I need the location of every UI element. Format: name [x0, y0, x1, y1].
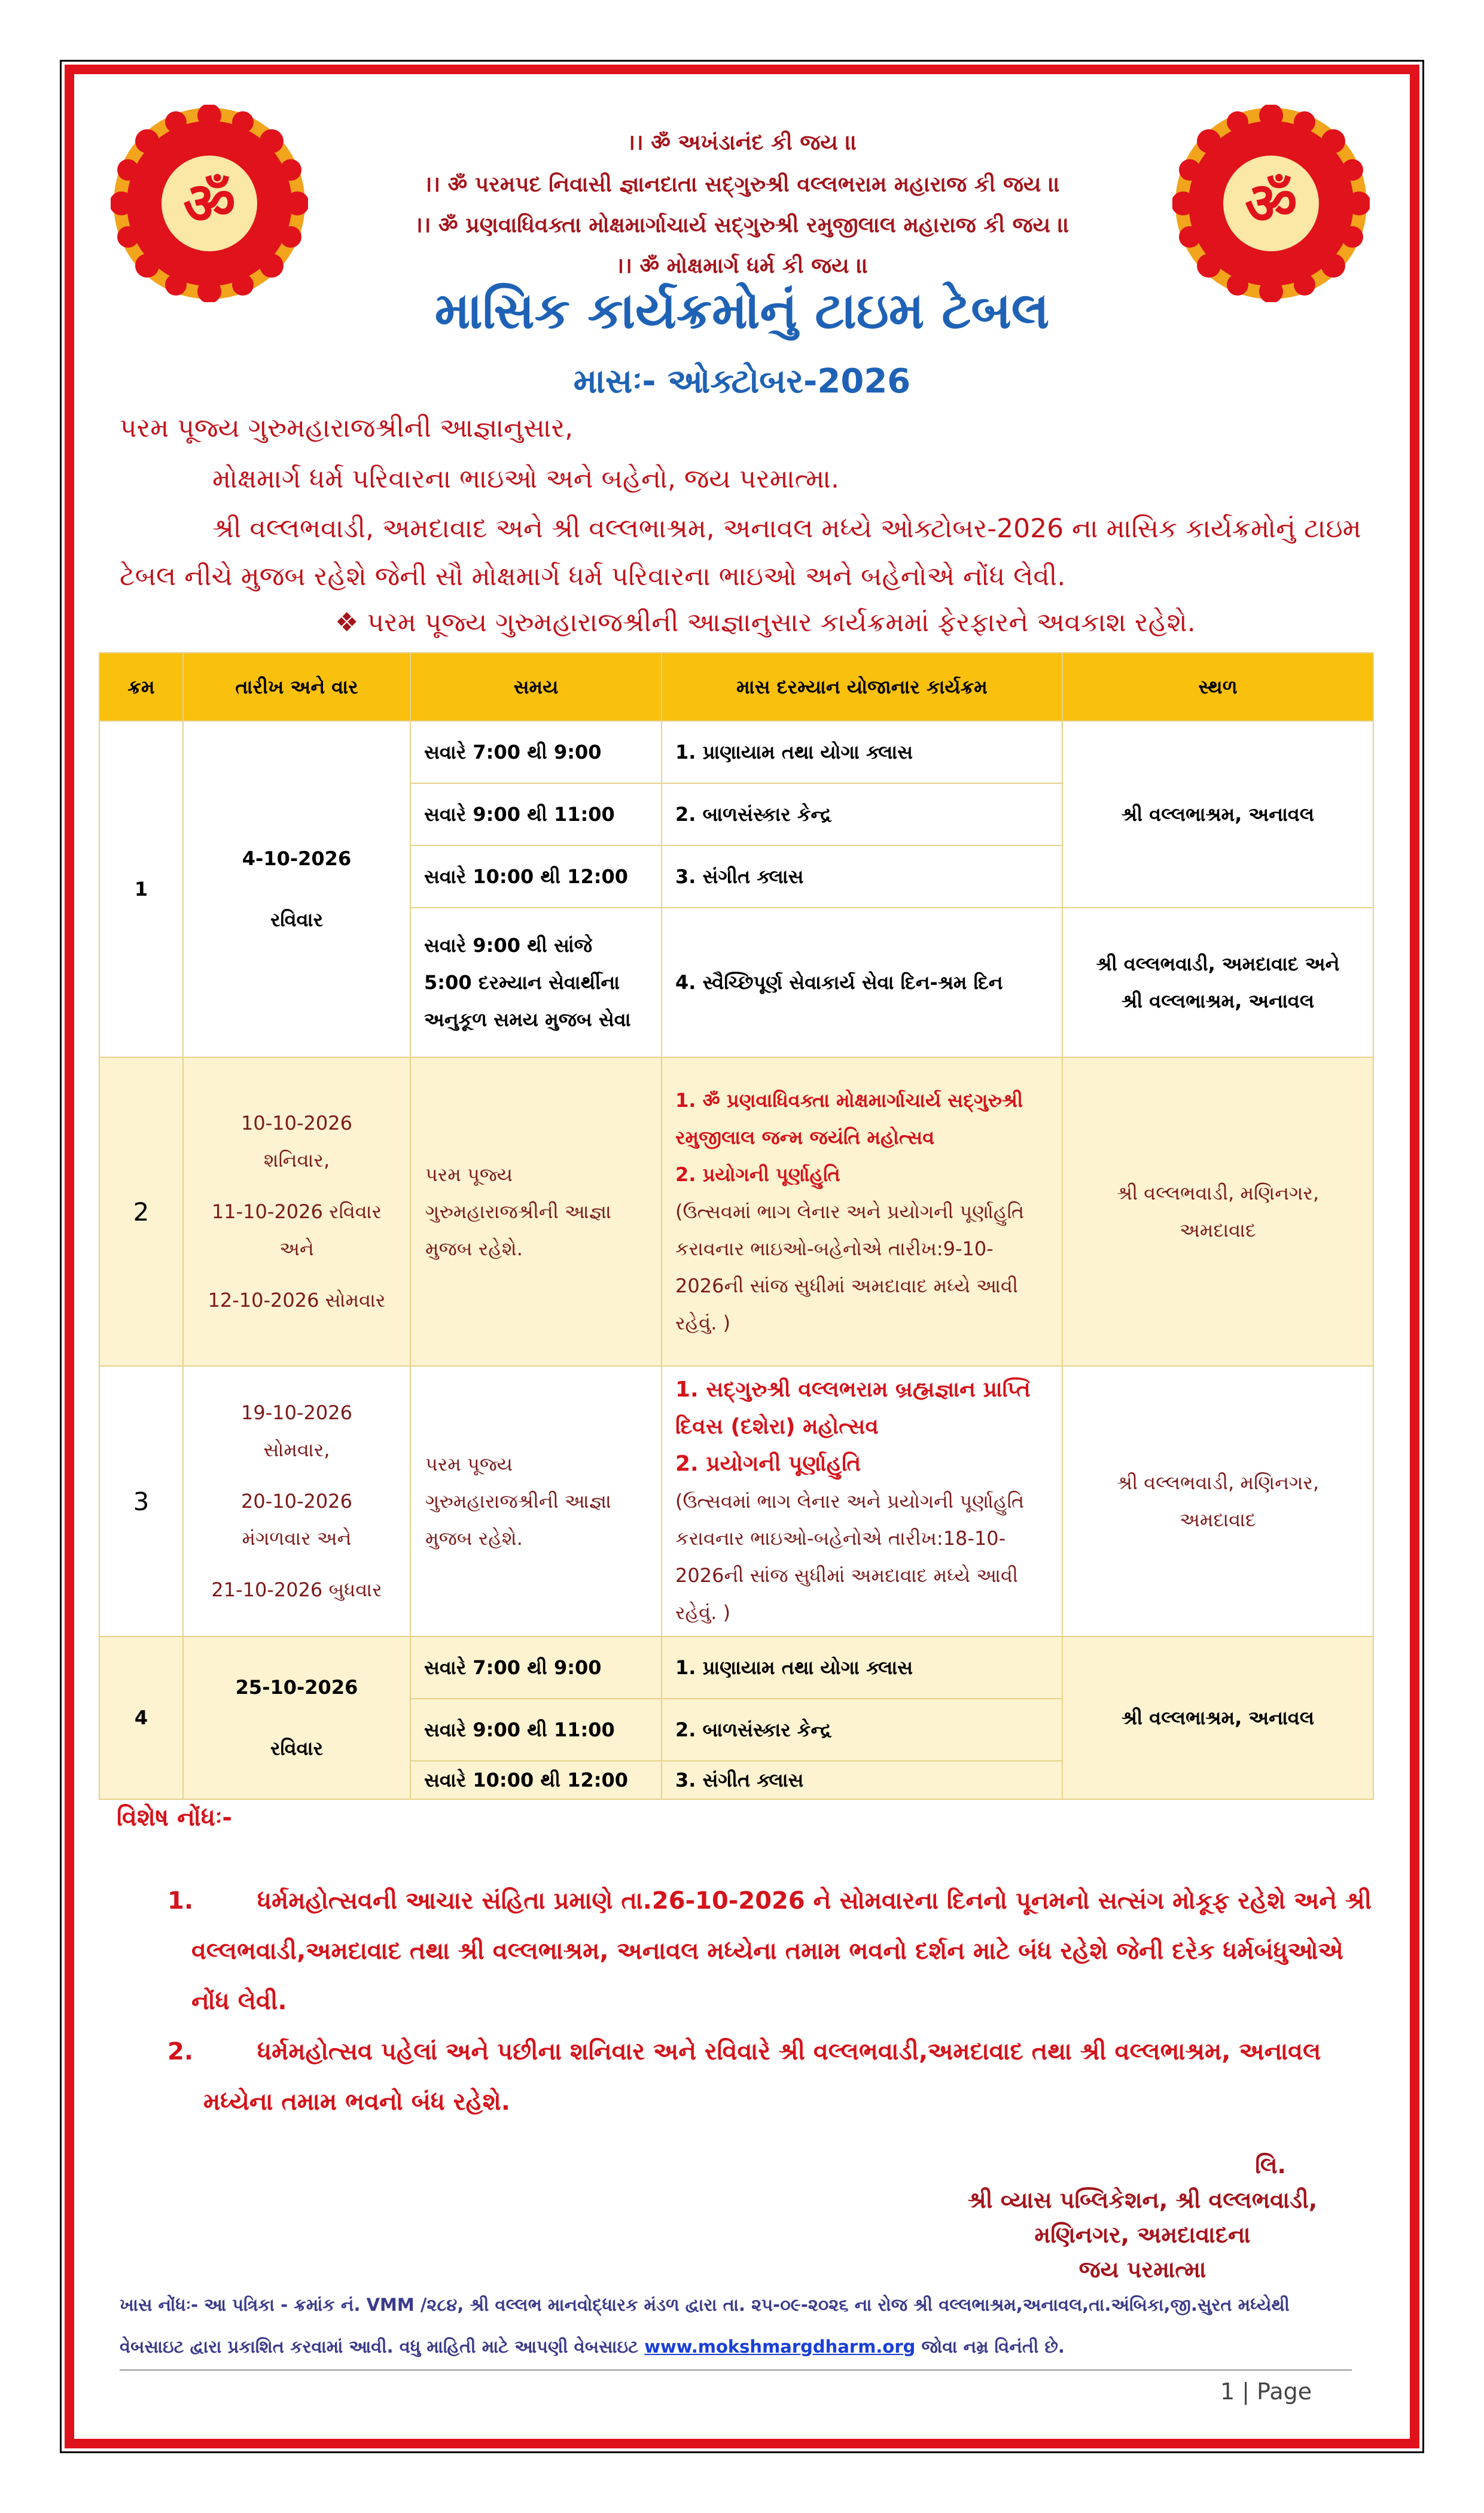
row-number: 1	[99, 721, 183, 1057]
signature-block	[933, 2148, 1352, 2287]
date-line: સોમવાર,	[263, 1438, 330, 1461]
footer-text: વેબસાઇટ દ્વારા પ્રકાશિત કરવામાં આવી. વધુ માહિતી માટે આપણી વેબસાઇટ	[120, 2336, 645, 2357]
signature-line: મણિનગર, અમદાવાદના	[1034, 2222, 1251, 2248]
date-line: અને	[279, 1237, 314, 1260]
time-cell: પરમ પૂજ્ય ગુરુમહારાજશ્રીની આજ્ઞા મુજબ રહેશે.	[410, 1366, 662, 1636]
footer-note-line-2	[120, 2336, 1376, 2357]
program-note: (ઉત્સવમાં ભાગ લેનાર અને પ્રયોગની પૂર્ણાહુતિ કરાવનાર ભાઇઓ-બહેનોએ તારીખ:9-10-2026ની સાંજ સુધીમાં અમદાવાદ મધ્યે આવી રહેવું. )	[675, 1200, 1025, 1334]
note-2-line-2: મધ્યેના તમામ ભવનો બંધ રહેશે.	[203, 2088, 510, 2116]
signature-line: લિ.	[1255, 2152, 1286, 2179]
note-1-line-1: ધર્મમહોત્સવની આચાર સંહિતા પ્રમાણે તા.26-10-2026 ને સોમવારના દિનનો પૂનમનો સત્સંગ મોકૂફ રહેશે અને શ્રી	[257, 1887, 1372, 1915]
intro-note-text: પરમ પૂજ્ય ગુરુમહારાજશ્રીની આજ્ઞાનુસાર કાર્યક્રમમાં ફેરફારને અવકાશ રહેશે.	[367, 607, 1196, 638]
footer-text: જોવા નમ્ર વિનંતી છે.	[915, 2336, 1065, 2357]
row-date	[183, 721, 410, 1057]
time-cell	[410, 908, 662, 1057]
program-event: 1. સદ્‌ગુરુશ્રી વલ્લભરામ બ્રહ્મજ્ઞાન પ્રાપ્તિ દિવસ (દશેરા) મહોત્સવ	[675, 1377, 1031, 1439]
program-cell: 3. સંગીત ક્લાસ	[662, 845, 1062, 908]
note-number: 2.	[167, 2038, 194, 2065]
note-2-line-1: ધર્મમહોત્સવ પહેલાં અને પછીના શનિવાર અને રવિવારે શ્રી વલ્લભવાડી,અમદાવાદ તથા શ્રી વલ્લભાશ્રમ, અનાવલ	[257, 2038, 1321, 2065]
date-line: શનિવાર,	[263, 1149, 330, 1172]
page-number: 1 | Page	[1220, 2378, 1312, 2405]
time-line: 5:00 દરમ્યાન સેવાર્થીના	[424, 971, 620, 994]
jay-line-1: ।। ॐ અખંડાનંદ કી જય ।।	[627, 130, 857, 155]
place-cell: શ્રી વલ્લભાશ્રમ, અનાવલ	[1062, 721, 1373, 908]
date-line: 11-10-2026 રવિવાર	[211, 1200, 382, 1223]
row-date	[183, 1636, 410, 1799]
signature-line: જય પરમાત્મા	[1078, 2256, 1206, 2283]
program-event: 2. પ્રયોગની પૂર્ણાહુતિ	[675, 1452, 861, 1476]
table-header-row	[99, 653, 1373, 721]
program-cell: 2. બાળસંસ્કાર કેન્દ્ર	[662, 783, 1062, 845]
jay-line-3: ।। ॐ પ્રણવાધિવક્તા મોક્ષમાર્ગાચાર્ય સદ્‌ગુરુશ્રી રમુજીલાલ મહારાજ કી જય ।।	[415, 213, 1069, 238]
program-cell	[662, 1366, 1062, 1636]
program-cell: 1. પ્રાણાયામ તથા યોગા ક્લાસ	[662, 721, 1062, 783]
bullet-icon: ❖	[335, 607, 359, 638]
place-cell	[1062, 908, 1373, 1057]
date-line: 12-10-2026 સોમવાર	[208, 1289, 386, 1312]
row-number: 2	[99, 1057, 183, 1366]
time-line: સવારે 9:00 થી સાંજે	[424, 934, 592, 957]
time-line: અનુકૂળ સમય મુજબ સેવા	[424, 1008, 631, 1031]
time-cell: સવારે 9:00 થી 11:00	[410, 1699, 662, 1761]
page-title: માસિક કાર્યક્રમોનું ટાઇમ ટેબલ	[434, 281, 1050, 340]
date-line: 20-10-2026	[241, 1490, 352, 1513]
time-cell: સવારે 9:00 થી 11:00	[410, 783, 662, 845]
program-cell: 1. પ્રાણાયામ તથા યોગા ક્લાસ	[662, 1636, 1062, 1699]
place-line: શ્રી વલ્લભાશ્રમ, અનાવલ	[1121, 990, 1315, 1012]
place-cell: શ્રી વલ્લભવાડી, મણિનગર, અમદાવાદ	[1062, 1366, 1373, 1636]
header-time: સમય	[410, 653, 662, 721]
signature-line: શ્રી વ્યાસ પબ્લિકેશન, શ્રી વલ્લભવાડી,	[967, 2187, 1318, 2213]
note-number: 1.	[167, 1887, 194, 1915]
time-cell: સવારે 10:00 થી 12:00	[410, 1761, 662, 1799]
time-cell: સવારે 10:00 થી 12:00	[410, 845, 662, 908]
note-1-line-2: વલ્લભવાડી,અમદાવાદ તથા શ્રી વલ્લભાશ્રમ, અનાવલ મધ્યેના તમામ ભવનો દર્શન માટે બંધ રહેશે જેની દરેક ધર્મબંધુઓએ	[191, 1937, 1343, 1965]
date-text: 4-10-2026	[242, 847, 352, 870]
date-line: 19-10-2026	[241, 1401, 352, 1424]
row-number: 3	[99, 1366, 183, 1636]
table-row	[99, 721, 1373, 783]
header-place: સ્થળ	[1062, 653, 1373, 721]
date-line: મંગળવાર અને	[242, 1527, 352, 1550]
day-text: રવિવાર	[270, 1737, 324, 1760]
footer-note-line-1: ખાસ નોંધઃ- આ પત્રિકા - ક્રમાંક નં. VMM /૨૮૪, શ્રી વલ્લભ માનવોદ્ધારક મંડળ દ્વારા તા. ૨૫-૦૯-૨૦૨૬ ના રોજ શ્રી વલ્લભાશ્રમ,અનાવલ,તા.અંબિકા,જી.સુરત મધ્યેથી	[120, 2295, 1290, 2315]
day-text: રવિવાર	[270, 908, 324, 931]
row-date	[183, 1057, 410, 1366]
table-row	[99, 1636, 1373, 1699]
date-line: 10-10-2026	[241, 1112, 352, 1134]
table-row	[99, 1057, 1373, 1366]
program-cell: 4. સ્વૈચ્છિપૂર્ણ સેવાકાર્ય સેવા દિન-શ્રમ દિન	[662, 908, 1062, 1057]
program-cell: 2. બાળસંસ્કાર કેન્દ્ર	[662, 1699, 1062, 1761]
header-program: માસ દરમ્યાન યોજાનાર કાર્યક્રમ	[662, 653, 1062, 721]
header-date-day: તારીખ અને વાર	[183, 653, 410, 721]
row-number: 4	[99, 1636, 183, 1799]
website-link[interactable]: www.mokshmargdharm.org	[644, 2336, 916, 2357]
table-row	[99, 1366, 1373, 1636]
svg-text:ॐ: ॐ	[1245, 170, 1297, 237]
jay-line-2: ।। ॐ પરમપદ નિવાસી જ્ઞાનદાતા સદ્‌ગુરુશ્રી વલ્લભરામ મહારાજ કી જય ।।	[423, 172, 1061, 197]
intro-body-line-2: ટેબલ નીચે મુજબ રહેશે જેની સૌ મોક્ષમાર્ગ ધર્મ પરિવારના ભાઇઓ અને બહેનોએ નોંધ લેવી.	[120, 561, 1066, 592]
intro-greeting: મોક્ષમાર્ગ ધર્મ પરિવારના ભાઇઓ અને બહેનો, જય પરમાત્મા.	[212, 464, 839, 494]
program-event: 1. ॐ પ્રણવાધિવક્તા મોક્ષમાર્ગાચાર્ય સદ્‌ગુરુશ્રી રમુજીલાલ જન્મ જયંતિ મહોત્સવ	[675, 1089, 1023, 1149]
month-heading: માસઃ- ઓક્ટોબર-2026	[573, 362, 911, 401]
row-date	[183, 1366, 410, 1636]
intro-salutation: પરમ પૂજ્ય ગુરુમહારાજશ્રીની આજ્ઞાનુસાર,	[120, 413, 574, 443]
time-cell: સવારે 7:00 થી 9:00	[410, 721, 662, 783]
footer-divider	[120, 2369, 1352, 2371]
date-line: 21-10-2026 બુધવાર	[211, 1578, 382, 1601]
jay-line-4: ।। ॐ મોક્ષમાર્ગ ધર્મ કી જય ।।	[615, 254, 869, 278]
note-1-line-3: નોંધ લેવી.	[191, 1988, 287, 2015]
time-cell: પરમ પૂજ્ય ગુરુમહારાજશ્રીની આજ્ઞા મુજબ રહેશે.	[410, 1057, 662, 1366]
program-cell	[662, 1057, 1062, 1366]
place-cell: શ્રી વલ્લભાશ્રમ, અનાવલ	[1062, 1636, 1373, 1799]
intro-note	[335, 607, 1196, 638]
svg-text:ॐ: ॐ	[183, 170, 236, 237]
program-event: 2. પ્રયોગની પૂર્ણાહુતિ	[675, 1163, 840, 1186]
program-note: (ઉત્સવમાં ભાગ લેનાર અને પ્રયોગની પૂર્ણાહુતિ કરાવનાર ભાઇઓ-બહેનોએ તારીખ:18-10-2026ની સાંજ સુધીમાં અમદાવાદ મધ્યે આવી રહેવું. )	[675, 1490, 1025, 1624]
date-text: 25-10-2026	[235, 1676, 358, 1699]
place-line: શ્રી વલ્લભવાડી, અમદાવાદ અને	[1096, 953, 1340, 975]
place-cell: શ્રી વલ્લભવાડી, મણિનગર, અમદાવાદ	[1062, 1057, 1373, 1366]
time-cell: સવારે 7:00 થી 9:00	[410, 1636, 662, 1699]
notes-title: વિશેષ નોંધઃ-	[117, 1804, 232, 1831]
header-number: ક્રમ	[99, 653, 183, 721]
intro-body-line-1: શ્રી વલ્લભવાડી, અમદાવાદ અને શ્રી વલ્લભાશ્રમ, અનાવલ મધ્યે ઓક્ટોબર-2026 ના માસિક કાર્યક્રમોનું ટાઇમ	[212, 513, 1361, 544]
program-cell: 3. સંગીત ક્લાસ	[662, 1761, 1062, 1799]
schedule-table	[99, 652, 1374, 1800]
